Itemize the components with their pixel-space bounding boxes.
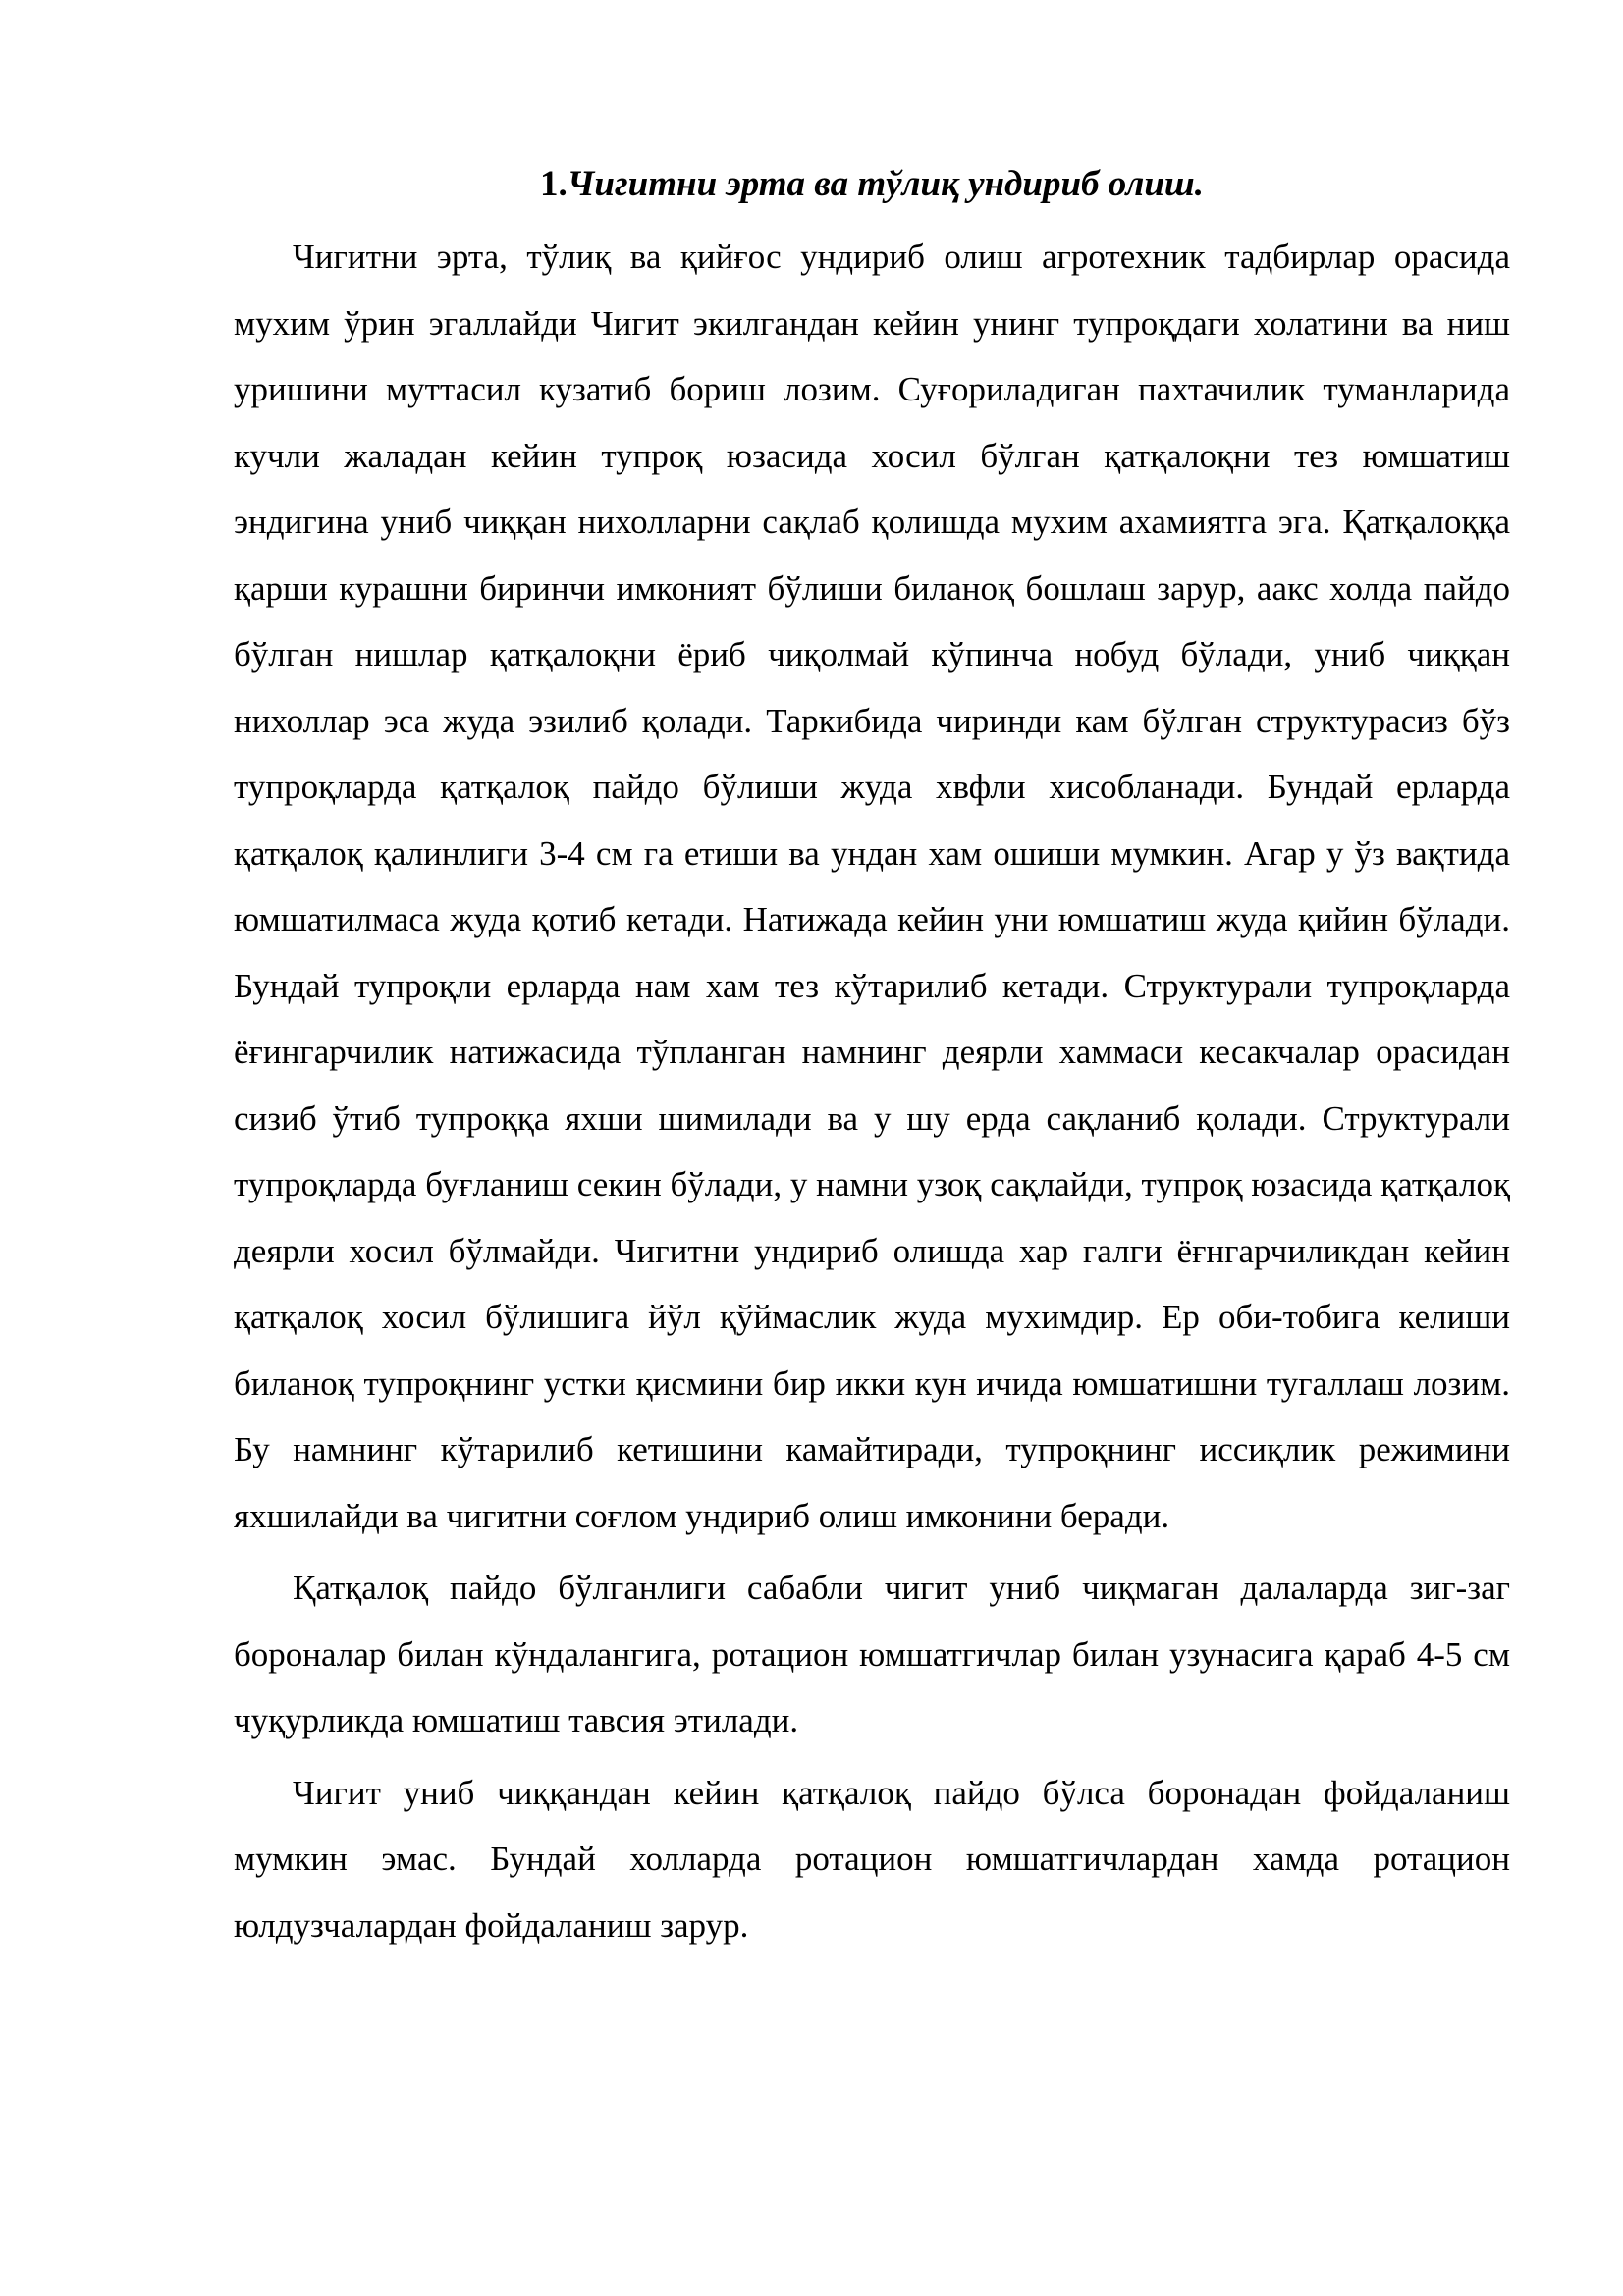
paragraph-2: Қатқалоқ пайдо бўлганлиги сабабли чигит униб чиқмаган далаларда зиг-заг бороналар билан кўндалангига, ротацион юмшатгичлар билан узунасига қараб 4-5 см чуқурликда юмшатиш тавсия этилади. [234, 1569, 1510, 1739]
section-number: 1. [540, 164, 568, 204]
document-content [234, 145, 1510, 1958]
section-title: Чигитни эрта ва тўлиқ ундириб олиш. [567, 164, 1204, 204]
paragraph-3: Чигит униб чиққандан кейин қатқалоқ пайдо бўлса боронадан фойдаланиш мумкин эмас. Бундай холларда ротацион юмшатгичлардан хамда ротацион юлдузчалардан фойдаланиш зарур. [234, 1773, 1510, 1945]
section-heading [234, 145, 1510, 224]
paragraph-1: Чигитни эрта, тўлиқ ва қийғос ундириб олиш агротехник тадбирлар орасида мухим ўрин эгаллайди Чигит экилгандан кейин унинг тупроқдаги холатини ва ниш уришини муттасил кузатиб бориш лозим. Суғориладиган пахтачилик туманларида кучли жаладан кейин тупроқ юзасида хосил бўлган қатқалоқни тез юмшатиш эндигина униб чиққан нихолларни сақлаб қолишда мухим ахамиятга эга. Қатқалоққа қарши курашни биринчи имконият бўлиши биланоқ бошлаш зарур, аакс холда пайдо бўлган нишлар қатқалоқни ёриб чиқолмай кўпинча нобуд бўлади, униб чиққан нихоллар эса жуда эзилиб қолади. Таркибида чиринди кам бўлган структурасиз бўз тупроқларда қатқалоқ пайдо бўлиши жуда хвфли хисобланади. Бундай ерларда қатқалоқ қалинлиги 3-4 см га етиши ва ундан хам ошиши мумкин. Агар у ўз вақтида юмшатилмаса жуда қотиб кетади. Натижада кейин уни юмшатиш жуда қийин бўлади. Бундай тупроқли ерларда нам хам тез кўтарилиб кетади. Структурали тупроқларда ёғингарчилик натижасида тўпланган намнинг деярли хаммаси кесакчалар орасидан сизиб ўтиб тупроққа яхши шимилади ва у шу ерда сақланиб қолади. Структурали тупроқларда буғланиш секин бўлади, у намни узоқ сақлайди, тупроқ юзасида қатқалоқ деярли хосил бўлмайди. Чигитни ундириб олишда хар галги ёғнгарчиликдан кейин қатқалоқ хосил бўлишига йўл қўймаслик жуда мухимдир. Ер оби-тобига келиши биланоқ тупроқнинг устки қисмини бир икки кун ичида юмшатишни тугаллаш лозим. Бу намнинг кўтарилиб кетишини камайтиради, тупроқнинг иссиқлик режимини яхшилайди ва чигитни соғлом ундириб олиш имконини беради. [234, 238, 1510, 1535]
